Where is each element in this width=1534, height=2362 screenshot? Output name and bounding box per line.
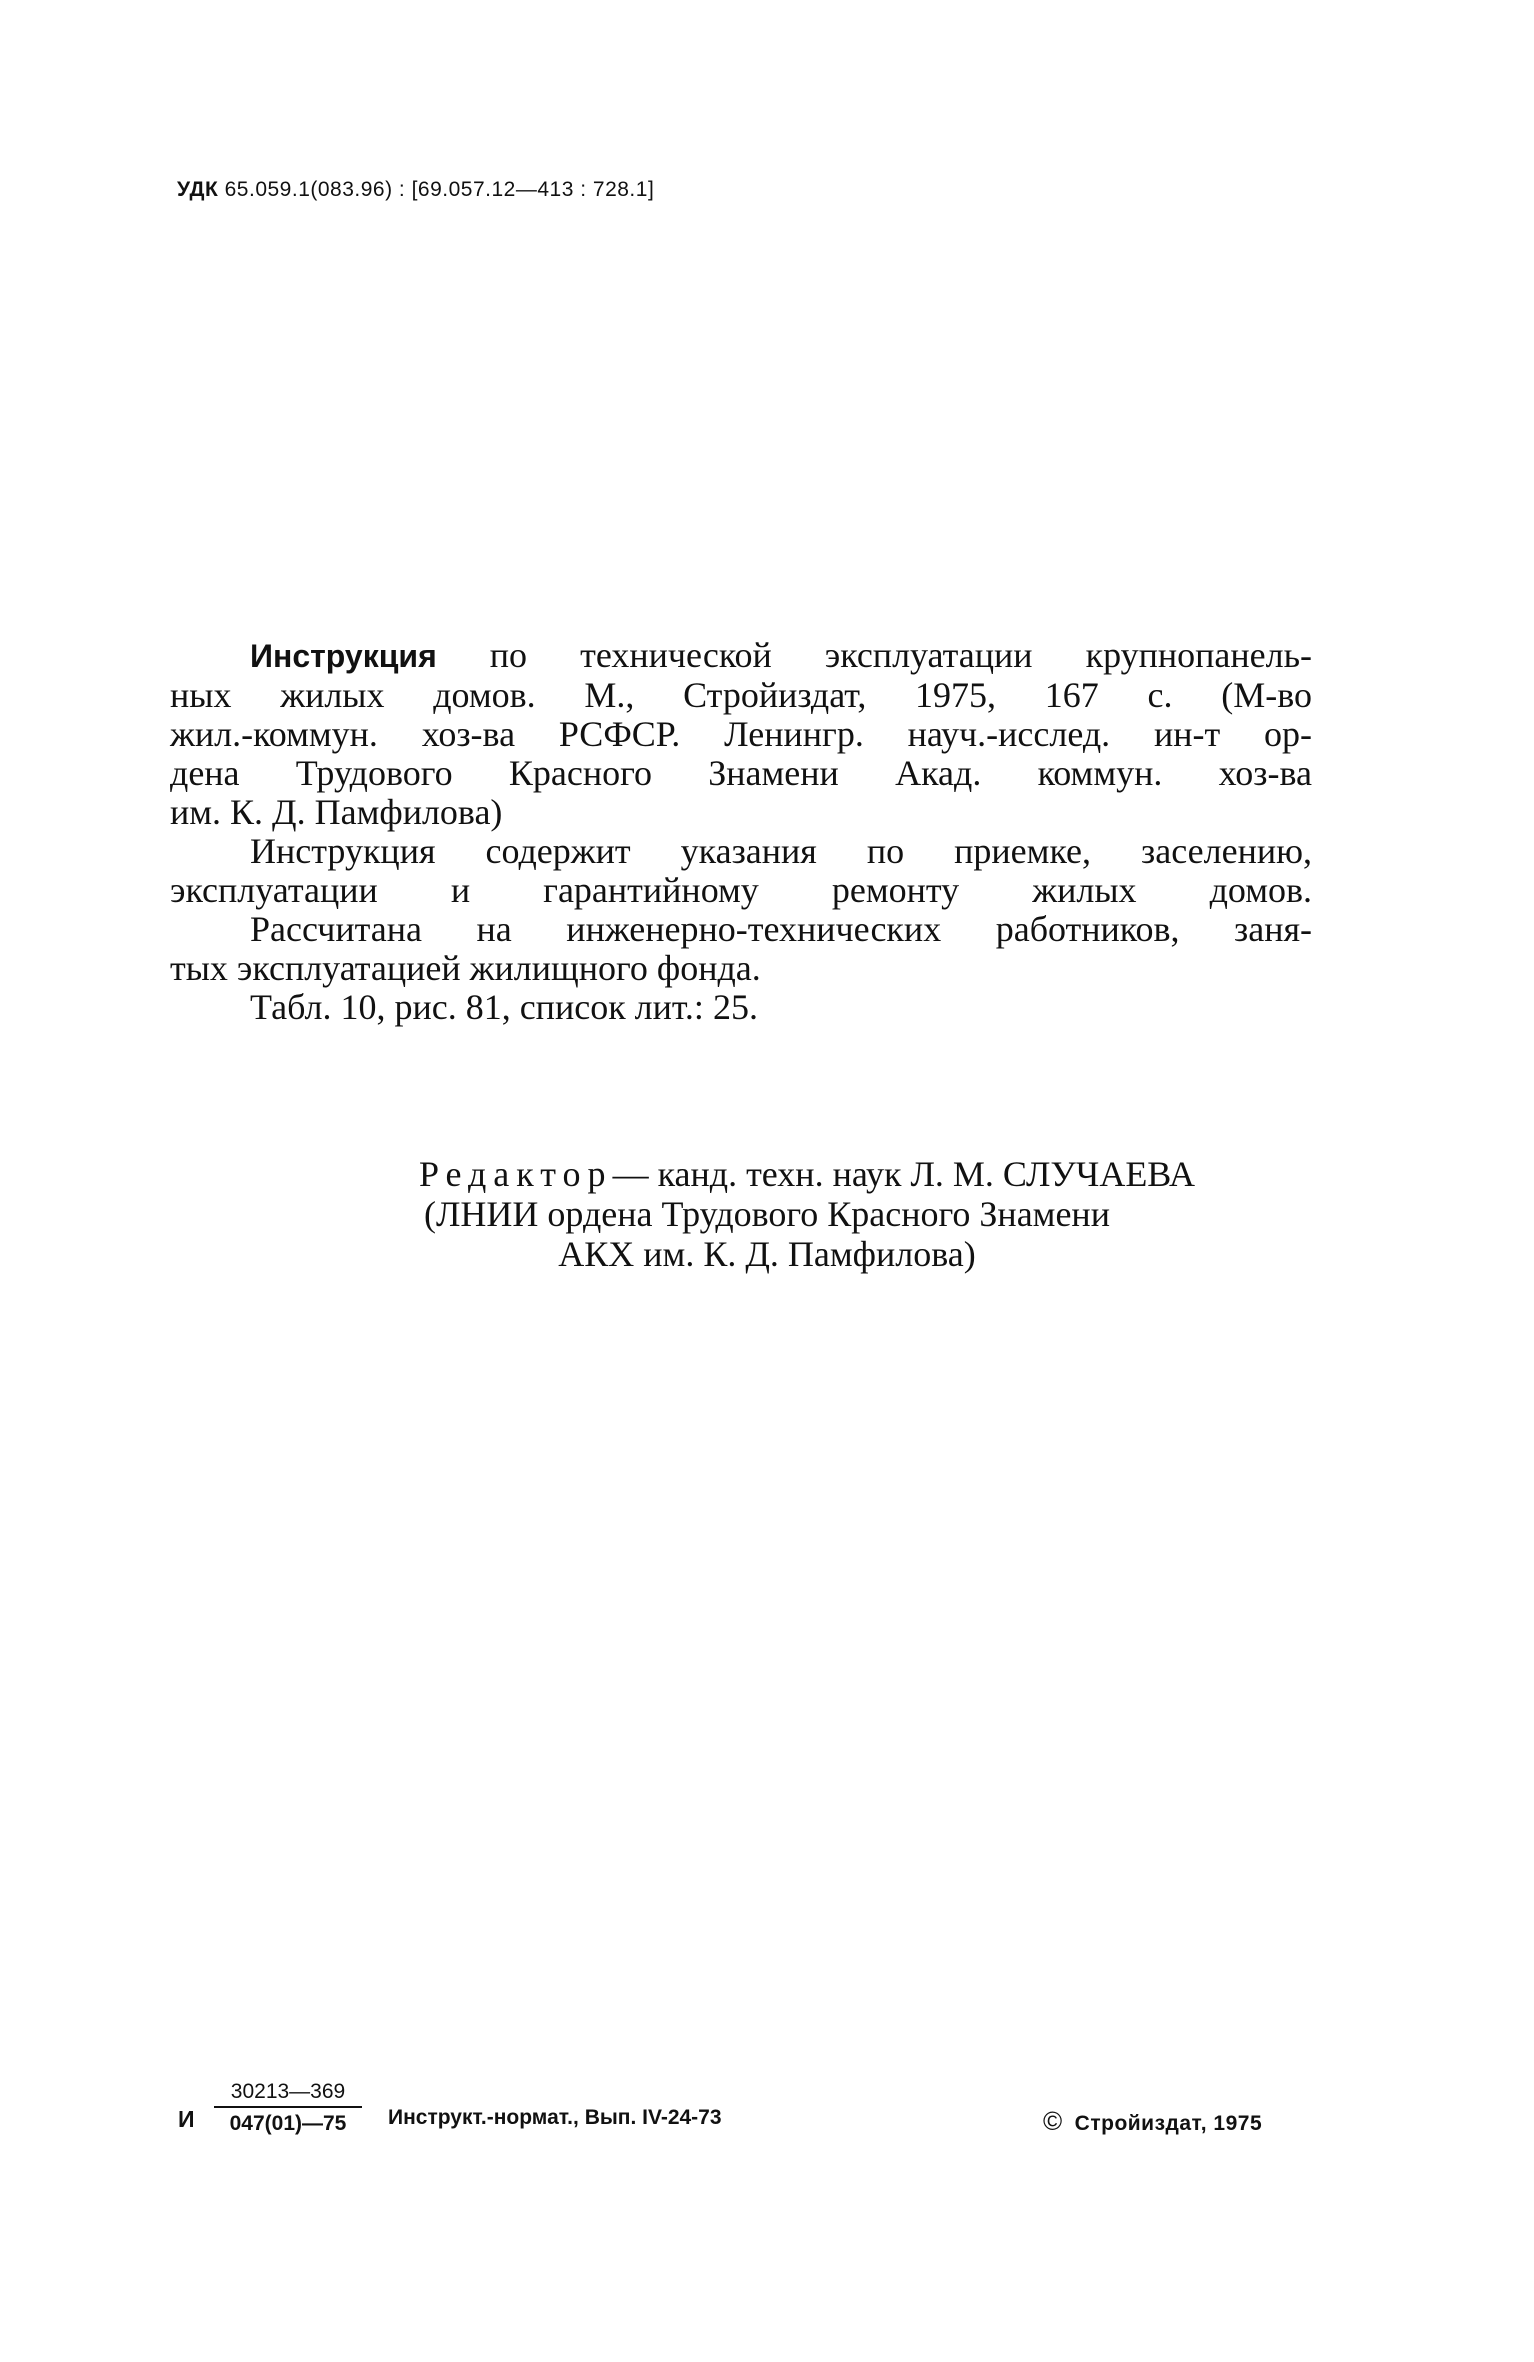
abstract-line: им. К. Д. Памфилова)	[170, 792, 503, 832]
udk-classification	[177, 178, 654, 202]
series-info: Инструкт.-нормат., Вып. IV-24-73	[388, 2106, 722, 2129]
editor-affiliation-cont: АКХ им. К. Д. Памфилова)	[558, 1234, 976, 1274]
catalog-fraction	[214, 2080, 362, 2136]
abstract-line: Инструкция содержит указания по приемке, заселению,	[250, 831, 1312, 871]
abstract-title-word: Инструкция	[250, 638, 437, 674]
imprint-footer	[0, 2080, 1534, 2160]
abstract-line: Табл. 10, рис. 81, список лит.: 25.	[250, 987, 758, 1027]
abstract-line: тых эксплуатацией жилищного фонда.	[170, 948, 761, 988]
abstract-line: Рассчитана на инженерно-технических работников, заня-	[250, 909, 1312, 949]
editor-name: — канд. техн. наук Л. М. СЛУЧАЕВА	[612, 1154, 1196, 1194]
abstract-line: эксплуатации и гарантийному ремонту жилых домов.	[170, 870, 1312, 910]
index-letter: И	[178, 2106, 195, 2132]
abstract-line	[250, 636, 1312, 676]
abstract-line: жил.-коммун. хоз-ва РСФСР. Ленингр. науч.-исслед. ин-т ор-	[170, 714, 1312, 754]
catalog-numerator: 30213—369	[214, 2080, 362, 2108]
editor-label: Редактор	[418, 1154, 613, 1194]
editor-line	[0, 1154, 1534, 1194]
abstract-line: дена Трудового Красного Знамени Акад. коммун. хоз-ва	[170, 753, 1312, 793]
publisher-name: Стройиздат, 1975	[1074, 2112, 1263, 2135]
abstract-line: ных жилых домов. М., Стройиздат, 1975, 167 с. (М-во	[170, 675, 1312, 715]
udk-label: УДК	[177, 178, 219, 201]
copyright-icon: ©	[1043, 2106, 1063, 2136]
catalog-denominator: 047(01)—75	[229, 2112, 347, 2135]
bibliographic-abstract	[170, 635, 1312, 1027]
editor-credit	[0, 1154, 1534, 1274]
abstract-line-text: по технической эксплуатации крупнопанель-	[436, 635, 1312, 675]
editor-affiliation: (ЛНИИ ордена Трудового Красного Знамени	[424, 1194, 1110, 1234]
udk-code: 65.059.1(083.96) : [69.057.12—413 : 728.1]	[224, 178, 655, 201]
copyright-line	[1043, 2106, 1262, 2137]
